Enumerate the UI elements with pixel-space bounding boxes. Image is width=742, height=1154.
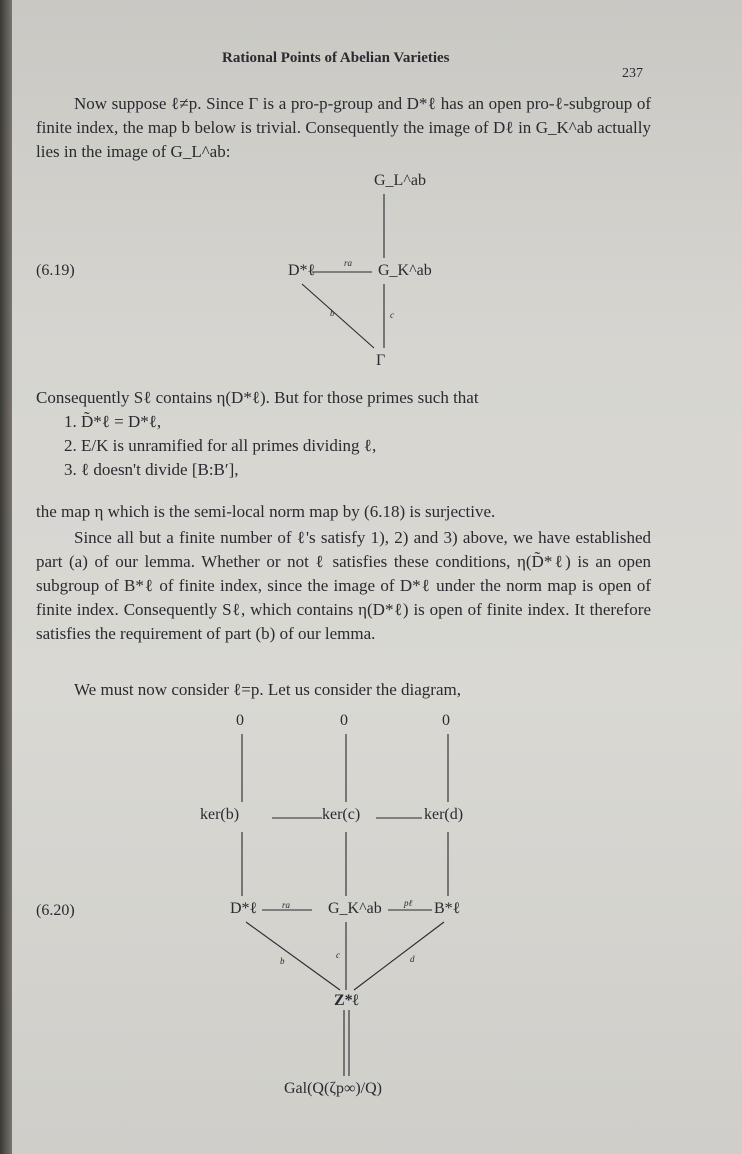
book-page (12, 0, 742, 1154)
zero-left: 0 (236, 712, 244, 729)
arrow-label-d: d (410, 954, 415, 964)
conditions-list (64, 410, 624, 482)
arrow-label-pl: pℓ (404, 898, 413, 908)
arrow-label-b-2: b (280, 956, 285, 966)
paragraph-4: Since all but a finite number of ℓ's satisfy 1), 2) and 3) above, we have established part (a) of our lemma. Whether or not ℓ satisfies these conditions, η(D̃*ℓ) is an open subgroup of B*ℓ of finite index, since the image of D*ℓ under the norm map is open of finite index. Consequently Sℓ, which contains η(D*ℓ) is open of finite index. It therefore satisfies the requirement of part (b) of our lemma. (36, 528, 651, 643)
paragraph-3: the map η which is the semi-local norm map by (6.18) is surjective. (36, 502, 496, 521)
kernel-c: ker(c) (322, 806, 361, 823)
paragraph-1: Now suppose ℓ≠p. Since Γ is a pro-p-group and D*ℓ has an open pro-ℓ-subgroup of finite index, the map b below is trivial. Consequently the image of Dℓ in G_K^ab actually lies in the image of G_L^ab: (36, 94, 651, 161)
kernel-b: ker(b) (200, 806, 240, 823)
arrow-label-c-2: c (336, 950, 340, 960)
running-title: Rational Points of Abelian Varieties (222, 50, 450, 66)
arrow-label-ra: ra (344, 258, 353, 268)
equation-label-6-20: (6.20) (36, 902, 75, 919)
page-number: 237 (622, 66, 643, 81)
kernel-d: ker(d) (424, 806, 464, 823)
node-galois-K-ab-2: G_K^ab (328, 900, 382, 917)
zero-center: 0 (340, 712, 348, 729)
node-D-star-l-2: D*ℓ (230, 900, 258, 917)
node-galois-L-ab: G_L^ab (374, 172, 426, 189)
paragraph-2: Consequently Sℓ contains η(D*ℓ). But for those primes such that (36, 388, 479, 407)
condition-2: 2. E/K is unramified for all primes dividing ℓ, (64, 436, 377, 455)
zero-right: 0 (442, 712, 450, 729)
node-B-star-l: B*ℓ (434, 900, 461, 917)
node-gamma: Γ (376, 352, 386, 369)
arrow-label-c: c (390, 310, 394, 320)
condition-3: 3. ℓ doesn't divide [B:B′], (64, 460, 239, 479)
node-D-star-l: D*ℓ (288, 262, 316, 279)
node-Z-star-l: Z*ℓ (334, 992, 359, 1009)
condition-1: 1. D̃*ℓ = D*ℓ, (64, 412, 162, 431)
node-galois-cyclotomic: Gal(Q(ζp∞)/Q) (284, 1080, 382, 1097)
node-galois-K-ab: G_K^ab (378, 262, 432, 279)
arrow-label-b: b (330, 308, 335, 318)
book-spine-shadow (0, 0, 12, 1154)
arrow-label-ra-2: ra (282, 900, 291, 910)
equation-label-6-19: (6.19) (36, 262, 75, 279)
paragraph-5: We must now consider ℓ=p. Let us consider the diagram, (74, 680, 461, 699)
